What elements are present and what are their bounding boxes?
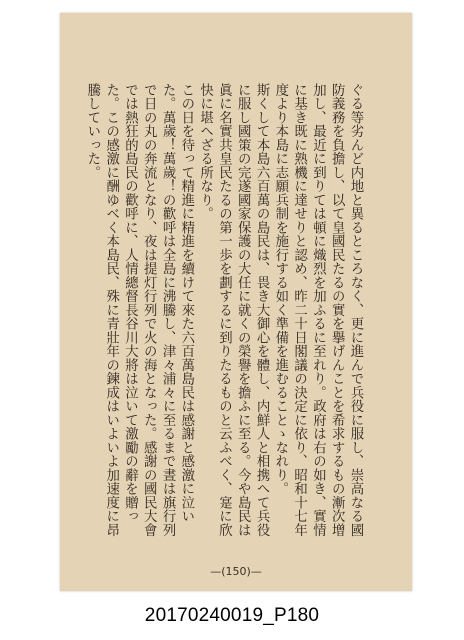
paragraph: ぐる等劣んど内地と異るところなく、更に進んで兵役に服し、崇高なる國防義務を負擔し、以て皇國民たるの實を擧げんことを希求するもの漸次增加し、最近に到りては頓に熾烈を加ふるに至れり。政府は右の如き、實情に基き既に熟機に達せりと認め、昨二十日閣議の決定に依り、昭和十七年度より本島に志願兵制を施行する如く準備を進むることゝなれり。 <box>272 83 363 537</box>
image-caption: 20170240019_P180 <box>144 605 320 626</box>
book-page <box>60 13 412 591</box>
paragraph: この日を待って精進に精進を續けて來た六百萬島民は感謝と感激に泣いた。萬歲！萬歲！の歡呼は全島に沸騰し、津々浦々に至るまで晝は旗行列で日の丸の奔流となり、夜は提灯行列で火の海となった。感謝の國民大會では熱狂的島民の歡呼に、人情總督長谷川大將は泣いて激勵の辭を贈った。この感激に酬ゆべく本島民、殊に青壯年の鍊成はいよいよ加速度に昂騰していった。 <box>84 83 194 537</box>
paragraph: 斯くして本島六百萬の島民は、畏き大御心を體し、内鮮人と相携へて兵役に服し國策の完遂國家保護の大任に就くの榮譽を擔ふに至る。今や島民は眞に名實共皇民たるの第一歩を劃するに到りたるものと云ふべく、寔に欣快に堪へざる所なり。 <box>197 83 270 537</box>
page-number: —(150)— <box>210 565 262 578</box>
vertical-body-text <box>84 83 364 549</box>
